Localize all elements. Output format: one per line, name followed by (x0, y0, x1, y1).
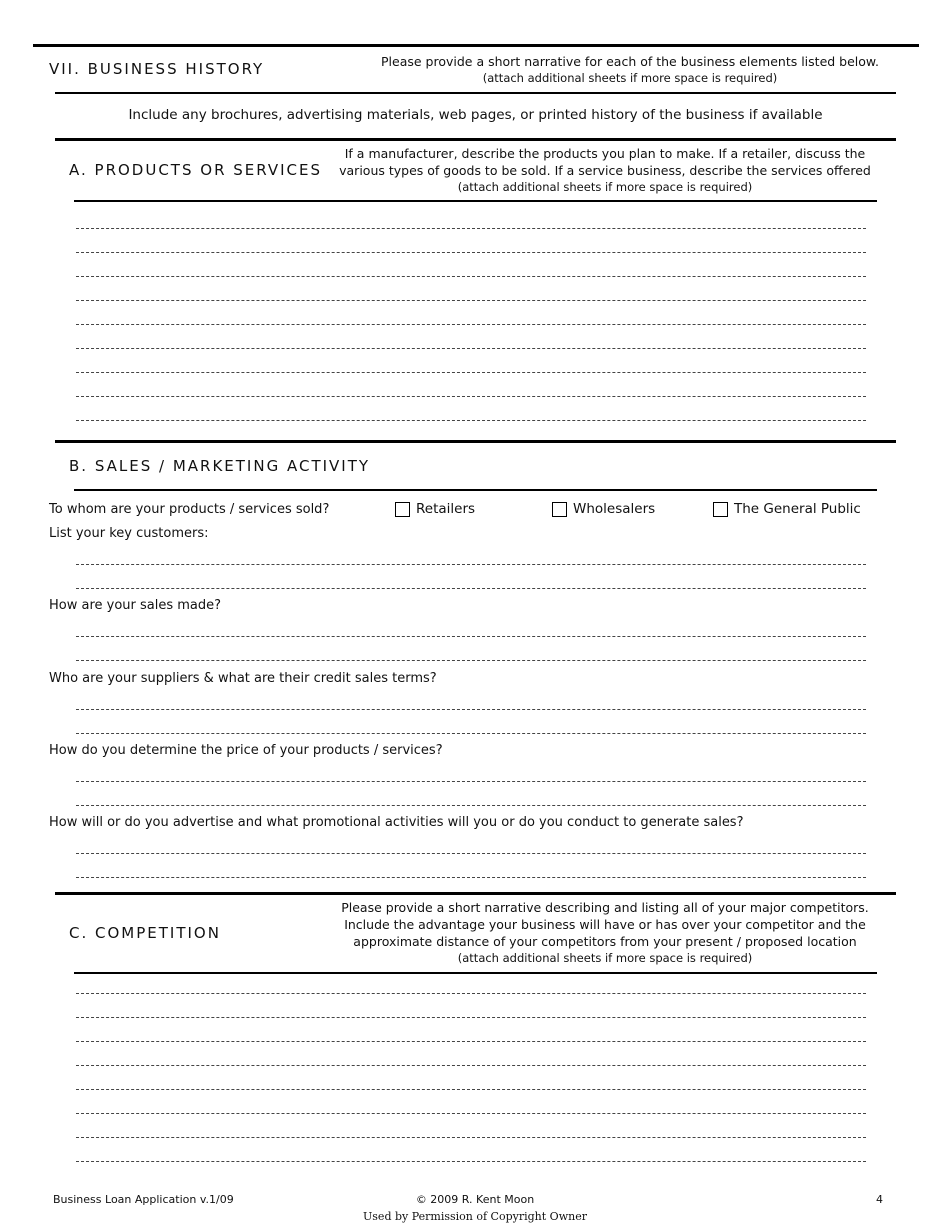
products-answer-line[interactable] (76, 300, 866, 301)
competition-note-line2: Include the advantage your business will have or has over your competitor and the (344, 917, 866, 932)
checkbox-box[interactable] (395, 502, 410, 517)
sales-title: B. SALES / MARKETING ACTIVITY (69, 457, 371, 475)
footer-page-number: 4 (876, 1193, 883, 1206)
competition-answer-line[interactable] (76, 1089, 866, 1090)
section-note-line2: (attach additional sheets if more space is required) (482, 71, 778, 85)
competition-answer-line[interactable] (76, 1065, 866, 1066)
question-suppliers: Who are your suppliers & what are their credit sales terms? (49, 671, 437, 686)
products-note-line1: If a manufacturer, describe the products you plan to make. If a retailer, discuss the (344, 146, 866, 161)
sales-made-answer-line[interactable] (76, 660, 866, 661)
checkbox-label: The General Public (734, 501, 861, 517)
checkbox-retailers[interactable] (395, 501, 475, 517)
sales-rule (74, 489, 877, 491)
question-sold-to: To whom are your products / services sold? (49, 502, 330, 517)
section-rule (55, 92, 896, 94)
question-price: How do you determine the price of your products / services? (49, 743, 443, 758)
section-note (315, 53, 945, 87)
include-note: Include any brochures, advertising materials, web pages, or printed history of the business if available (128, 107, 823, 123)
competition-note-line4: (attach additional sheets if more space is required) (457, 951, 753, 965)
advertise-answer-line[interactable] (76, 853, 866, 854)
key-customers-answer-line[interactable] (76, 588, 866, 589)
checkbox-label: Wholesalers (573, 501, 656, 517)
competition-answer-line[interactable] (76, 1041, 866, 1042)
key-customers-answer-line[interactable] (76, 564, 866, 565)
competition-note (300, 899, 910, 967)
products-note-line2: various types of goods to be sold. If a service business, describe the services offered (339, 163, 871, 178)
products-answer-line[interactable] (76, 324, 866, 325)
advertise-answer-line[interactable] (76, 877, 866, 878)
products-note-line3: (attach additional sheets if more space is required) (457, 180, 753, 194)
question-key-customers: List your key customers: (49, 526, 209, 541)
products-answer-line[interactable] (76, 420, 866, 421)
checkbox-box[interactable] (552, 502, 567, 517)
suppliers-answer-line[interactable] (76, 733, 866, 734)
footer-form-name: Business Loan Application v.1/09 (53, 1193, 234, 1206)
checkbox-label: Retailers (416, 501, 476, 517)
competition-note-line3: approximate distance of your competitors from your present / proposed location (353, 934, 857, 949)
competition-top-rule (55, 892, 896, 895)
products-answer-line[interactable] (76, 276, 866, 277)
checkbox-wholesalers[interactable] (552, 501, 655, 517)
suppliers-answer-line[interactable] (76, 709, 866, 710)
checkbox-general-public[interactable] (713, 501, 861, 517)
products-answer-line[interactable] (76, 252, 866, 253)
competition-rule (74, 972, 877, 974)
products-top-rule (55, 138, 896, 141)
products-title: A. PRODUCTS OR SERVICES (69, 161, 323, 179)
products-answer-line[interactable] (76, 228, 866, 229)
competition-answer-line[interactable] (76, 1017, 866, 1018)
sales-top-rule (55, 440, 896, 443)
competition-answer-line[interactable] (76, 1161, 866, 1162)
price-answer-line[interactable] (76, 781, 866, 782)
section-note-line1: Please provide a short narrative for each of the business elements listed below. (381, 54, 879, 69)
products-answer-line[interactable] (76, 348, 866, 349)
footer-permission: Used by Permission of Copyright Owner (363, 1210, 587, 1223)
products-answer-line[interactable] (76, 396, 866, 397)
question-sales-made: How are your sales made? (49, 598, 222, 613)
section-title: VII. BUSINESS HISTORY (49, 60, 265, 78)
price-answer-line[interactable] (76, 805, 866, 806)
question-advertise: How will or do you advertise and what promotional activities will you or do you conduct to generate sales? (49, 815, 744, 830)
footer-copyright: © 2009 R. Kent Moon (415, 1193, 535, 1206)
products-note (300, 145, 910, 196)
competition-title: C. COMPETITION (69, 924, 221, 942)
competition-answer-line[interactable] (76, 1113, 866, 1114)
products-answer-line[interactable] (76, 372, 866, 373)
checkbox-box[interactable] (713, 502, 728, 517)
competition-note-line1: Please provide a short narrative describing and listing all of your major competitors. (341, 900, 869, 915)
competition-answer-line[interactable] (76, 993, 866, 994)
competition-answer-line[interactable] (76, 1137, 866, 1138)
products-rule (74, 200, 877, 202)
sales-made-answer-line[interactable] (76, 636, 866, 637)
top-rule (33, 44, 919, 47)
